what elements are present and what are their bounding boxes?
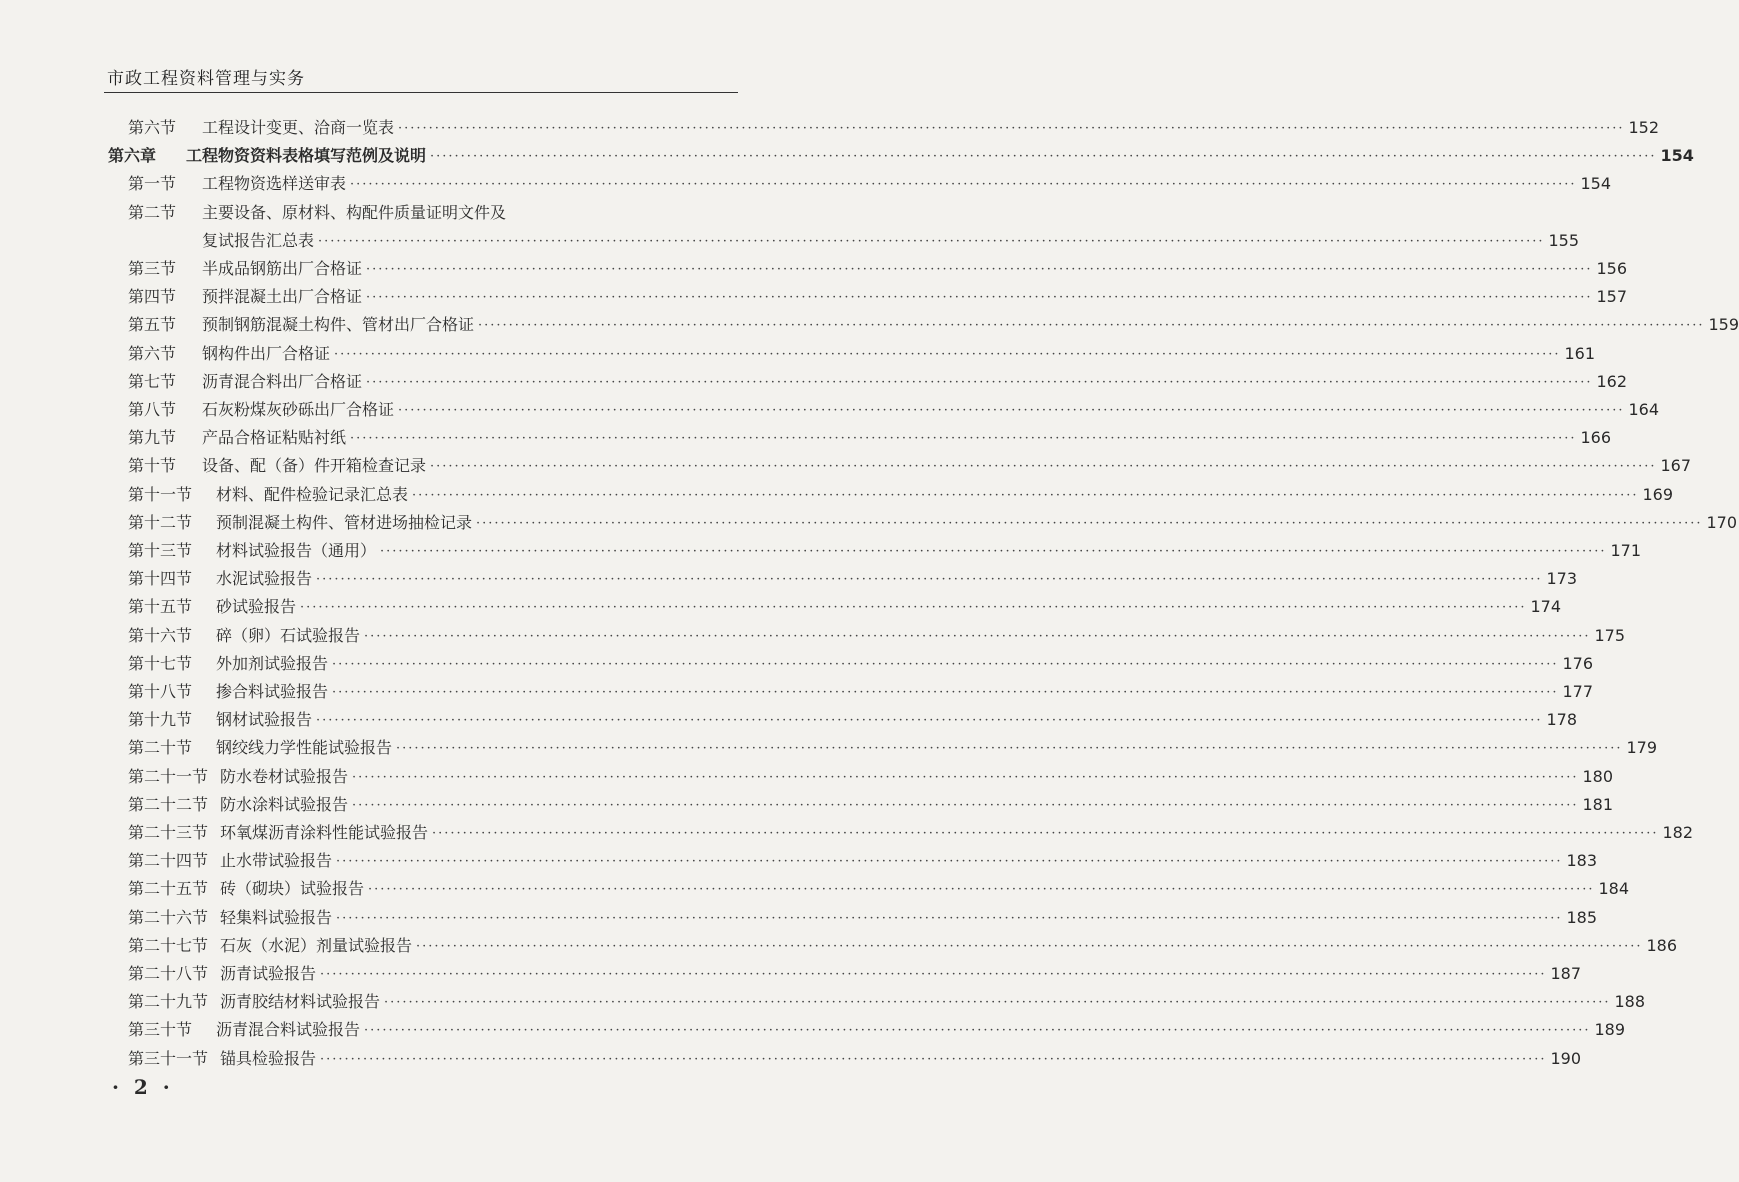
toc-page-number: 189 bbox=[1594, 1020, 1626, 1040]
toc-entry-title: 水泥试验报告 bbox=[216, 569, 313, 589]
toc-entry-label bbox=[128, 400, 394, 420]
toc-page-number: 182 bbox=[1662, 823, 1694, 842]
toc-entry bbox=[128, 309, 1739, 335]
toc-entry-title: 钢绞线力学性能试验报告 bbox=[216, 738, 393, 758]
toc-entry-title: 半成品钢筋出厂合格证 bbox=[202, 259, 363, 278]
toc-page-number: 154 bbox=[1580, 174, 1612, 194]
toc-page-number: 184 bbox=[1598, 879, 1630, 899]
toc-entry bbox=[128, 958, 1582, 984]
toc-entry-label bbox=[128, 851, 332, 871]
toc-entry bbox=[128, 1043, 1582, 1069]
toc-leader-dots: ········································································································································································································ bbox=[432, 826, 1659, 841]
toc-section-number: 第二十一节 bbox=[128, 766, 209, 786]
toc-section-number: 第十八节 bbox=[128, 682, 193, 701]
toc-entry bbox=[128, 761, 1614, 787]
toc-entry-title: 钢材试验报告 bbox=[216, 710, 313, 730]
toc-entry-label bbox=[128, 795, 348, 815]
toc-entry-title: 石灰（水泥）剂量试验报告 bbox=[220, 935, 413, 955]
toc-page-number: 161 bbox=[1564, 343, 1596, 363]
toc-entry bbox=[128, 930, 1678, 956]
toc-entry bbox=[128, 789, 1614, 815]
toc-entry-title: 预拌混凝土出厂合格证 bbox=[202, 287, 363, 307]
toc-leader-dots: ········································································································································································································ bbox=[350, 177, 1577, 193]
toc-entry bbox=[108, 140, 1694, 166]
toc-entry-label bbox=[128, 992, 380, 1012]
toc-section-number: 第二十二节 bbox=[128, 794, 209, 814]
toc-entry bbox=[128, 845, 1598, 871]
toc-page-number: 178 bbox=[1546, 710, 1578, 730]
toc-entry-label bbox=[128, 597, 296, 617]
toc-section-number: 第十四节 bbox=[128, 569, 193, 589]
toc-entry bbox=[128, 168, 1612, 194]
toc-leader-dots: ········································································································································································································ bbox=[478, 318, 1705, 334]
toc-entry bbox=[128, 366, 1628, 392]
toc-leader-dots: ········································································································································································································ bbox=[352, 769, 1579, 785]
toc-entry bbox=[128, 450, 1692, 476]
header-rule bbox=[104, 92, 738, 93]
toc-entry-label bbox=[128, 767, 348, 787]
toc-entry bbox=[128, 535, 1642, 561]
toc-entry bbox=[128, 873, 1630, 899]
toc-page-number: 177 bbox=[1562, 682, 1594, 701]
toc-section-number: 第二十七节 bbox=[128, 935, 209, 955]
toc-entry bbox=[128, 394, 1660, 420]
toc-entry-title: 主要设备、原材料、构配件质量证明文件及 bbox=[202, 202, 507, 222]
toc-entry bbox=[128, 507, 1738, 533]
toc-entry-label bbox=[128, 513, 472, 533]
toc-entry-label bbox=[128, 203, 506, 223]
toc-leader-dots: ········································································································································································································ bbox=[368, 882, 1595, 898]
toc-leader-dots: ········································································································································································································ bbox=[416, 938, 1643, 954]
toc-section-number: 第九节 bbox=[128, 428, 177, 448]
toc-entry-title: 材料试验报告（通用） bbox=[216, 541, 377, 560]
toc-entry-label bbox=[128, 964, 316, 984]
toc-entry-title: 防水涂料试验报告 bbox=[220, 794, 349, 814]
toc-page-number: 187 bbox=[1550, 964, 1582, 983]
toc-entry bbox=[128, 422, 1612, 448]
toc-page-number: 156 bbox=[1596, 259, 1628, 278]
toc-entry bbox=[128, 620, 1626, 646]
toc-entry-title: 沥青试验报告 bbox=[220, 964, 317, 983]
toc-page-number: 190 bbox=[1550, 1048, 1582, 1068]
toc-entry-title: 沥青混合料试验报告 bbox=[216, 1020, 361, 1040]
toc-page-number: 185 bbox=[1566, 907, 1598, 927]
toc-entry-label bbox=[128, 936, 412, 956]
toc-page-number: 154 bbox=[1660, 146, 1694, 166]
toc-entry-label bbox=[128, 654, 328, 674]
toc-entry bbox=[128, 338, 1596, 364]
toc-section-number: 第二十六节 bbox=[128, 907, 209, 927]
toc-entry bbox=[128, 112, 1660, 138]
toc-page-number: 159 bbox=[1708, 315, 1739, 335]
toc-entry bbox=[128, 732, 1658, 758]
toc-entry-label bbox=[128, 287, 362, 307]
toc-leader-dots: ········································································································································································································ bbox=[384, 995, 1611, 1011]
toc-entry-label bbox=[128, 1049, 316, 1069]
toc-leader-dots: ········································································································································································································ bbox=[380, 544, 1607, 559]
toc-page-number: 155 bbox=[1548, 230, 1580, 250]
toc-entry-label bbox=[128, 879, 364, 899]
toc-entry bbox=[128, 1014, 1626, 1040]
toc-leader-dots: ········································································································································································································ bbox=[336, 854, 1563, 870]
toc-entry-label bbox=[128, 738, 392, 758]
toc-entry-title: 工程物资选样送审表 bbox=[202, 174, 347, 194]
toc-entry-label bbox=[128, 823, 428, 843]
toc-leader-dots: ········································································································································································································ bbox=[316, 572, 1543, 588]
toc-leader-dots: ········································································································································································································ bbox=[430, 149, 1657, 165]
toc-section-number: 第十七节 bbox=[128, 653, 193, 673]
toc-entry-label bbox=[128, 485, 408, 505]
toc-section-number: 第五节 bbox=[128, 315, 177, 335]
toc-entry bbox=[128, 225, 1580, 251]
toc-leader-dots: ········································································································································································································ bbox=[332, 656, 1559, 672]
toc-entry-title: 外加剂试验报告 bbox=[216, 653, 329, 673]
toc-entry-title: 砂试验报告 bbox=[216, 597, 297, 617]
toc-section-number: 第十九节 bbox=[128, 710, 193, 730]
toc-entry-title: 复试报告汇总表 bbox=[202, 230, 315, 250]
toc-page-number: 157 bbox=[1596, 287, 1628, 307]
toc-leader-dots: ········································································································································································································ bbox=[396, 741, 1623, 757]
toc-page-number: 179 bbox=[1626, 738, 1658, 758]
toc-leader-dots: ········································································································································································································ bbox=[364, 1023, 1591, 1039]
toc-entry bbox=[128, 479, 1674, 505]
toc-entry-label bbox=[128, 231, 314, 251]
toc-section-number: 第二节 bbox=[128, 202, 177, 222]
toc-entry-title: 钢构件出厂合格证 bbox=[202, 343, 331, 363]
toc-leader-dots: ········································································································································································································ bbox=[320, 967, 1547, 982]
toc-leader-dots: ········································································································································································································ bbox=[300, 600, 1527, 616]
toc-leader-dots: ········································································································································································································ bbox=[476, 515, 1703, 531]
toc-section-number: 第八节 bbox=[128, 400, 177, 419]
toc-page-number: 166 bbox=[1580, 428, 1612, 448]
toc-leader-dots: ········································································································································································································ bbox=[366, 262, 1593, 277]
toc-entry-title: 设备、配（备）件开箱检查记录 bbox=[202, 456, 427, 476]
toc-page-number: 174 bbox=[1530, 597, 1562, 617]
toc-entry-title: 环氧煤沥青涂料性能试验报告 bbox=[220, 823, 429, 842]
toc-section-number: 第六节 bbox=[128, 118, 177, 137]
toc-entry-title: 掺合料试验报告 bbox=[216, 682, 329, 701]
toc-entry-title: 材料、配件检验记录汇总表 bbox=[216, 484, 409, 504]
toc-entry bbox=[128, 902, 1598, 928]
toc-section-number: 第二十五节 bbox=[128, 879, 209, 899]
toc-page-number: 170 bbox=[1706, 512, 1738, 532]
toc-leader-dots: ········································································································································································································ bbox=[366, 374, 1593, 390]
toc-page-number: 162 bbox=[1596, 371, 1628, 391]
toc-page-number: 171 bbox=[1610, 541, 1642, 560]
toc-entry-label bbox=[128, 682, 328, 702]
toc-leader-dots: ········································································································································································································ bbox=[332, 685, 1559, 700]
toc-entry-label bbox=[128, 174, 346, 194]
toc-leader-dots: ········································································································································································································ bbox=[364, 628, 1591, 644]
toc-page-number: 169 bbox=[1642, 484, 1674, 504]
running-header-title: 市政工程资料管理与实务 bbox=[107, 69, 305, 89]
toc-entry-title: 工程设计变更、洽商一览表 bbox=[202, 118, 395, 137]
toc-entry-label bbox=[108, 146, 426, 166]
toc-section-number: 第十六节 bbox=[128, 625, 193, 645]
toc-leader-dots: ········································································································································································································ bbox=[320, 1051, 1547, 1067]
toc-page-number: 164 bbox=[1628, 400, 1660, 419]
toc-entry-title: 防水卷材试验报告 bbox=[220, 766, 349, 786]
toc-entry-label bbox=[128, 315, 474, 335]
toc-section-number: 第十三节 bbox=[128, 541, 193, 560]
toc-entry-label bbox=[128, 908, 332, 928]
toc-entry bbox=[128, 281, 1628, 307]
toc-entry-label bbox=[128, 710, 312, 730]
toc-entry-label bbox=[128, 1020, 360, 1040]
toc-entry bbox=[128, 817, 1694, 843]
toc-page-number: 175 bbox=[1594, 625, 1626, 645]
toc-leader-dots: ········································································································································································································ bbox=[350, 431, 1577, 447]
toc-entry-label bbox=[128, 541, 376, 561]
toc-entry bbox=[128, 986, 1646, 1012]
toc-page-number: 183 bbox=[1566, 851, 1598, 871]
toc-section-number: 第二十节 bbox=[128, 738, 193, 758]
toc-section-number: 第十节 bbox=[128, 456, 177, 476]
toc-entry-label bbox=[128, 118, 394, 138]
toc-entry-label bbox=[128, 428, 346, 448]
toc-leader-dots: ········································································································································································································ bbox=[398, 121, 1625, 136]
toc-page-number: 152 bbox=[1628, 118, 1660, 137]
toc-leader-dots: ········································································································································································································ bbox=[334, 346, 1561, 362]
toc-entry-label bbox=[128, 344, 330, 364]
toc-entry-label bbox=[128, 372, 362, 392]
toc-entry-title: 轻集料试验报告 bbox=[220, 907, 333, 927]
toc-entry bbox=[128, 197, 738, 223]
toc-entry-label bbox=[128, 259, 362, 279]
toc-page-number: 167 bbox=[1660, 456, 1692, 476]
toc-section-number: 第七节 bbox=[128, 371, 177, 391]
toc-entry bbox=[128, 563, 1578, 589]
toc-entry-title: 砖（砌块）试验报告 bbox=[220, 879, 365, 899]
toc-entry-title: 止水带试验报告 bbox=[220, 851, 333, 871]
toc-page-number: 188 bbox=[1614, 992, 1646, 1012]
page-number: · 2 · bbox=[112, 1075, 174, 1099]
toc-section-number: 第二十三节 bbox=[128, 823, 209, 842]
toc-entry bbox=[128, 676, 1594, 702]
toc-section-number: 第一节 bbox=[128, 174, 177, 194]
toc-section-number: 第二十八节 bbox=[128, 964, 209, 983]
toc-section-number: 第二十九节 bbox=[128, 992, 209, 1012]
toc-section-number: 第三十一节 bbox=[128, 1048, 209, 1068]
toc-page-number: 181 bbox=[1582, 794, 1614, 814]
toc-entry bbox=[128, 704, 1578, 730]
toc-leader-dots: ········································································································································································································ bbox=[430, 459, 1657, 475]
toc-leader-dots: ········································································································································································································ bbox=[318, 233, 1545, 249]
toc-entry-title: 锚具检验报告 bbox=[220, 1048, 317, 1068]
toc-section-number: 第十五节 bbox=[128, 597, 193, 617]
toc-entry-title: 碎（卵）石试验报告 bbox=[216, 625, 361, 645]
toc-leader-dots: ········································································································································································································ bbox=[336, 910, 1563, 926]
toc-entry bbox=[128, 253, 1628, 279]
toc-entry-title: 沥青混合料出厂合格证 bbox=[202, 371, 363, 391]
toc-leader-dots: ········································································································································································································ bbox=[316, 713, 1543, 729]
toc-entry-title: 产品合格证粘贴衬纸 bbox=[202, 428, 347, 448]
toc-page-number: 186 bbox=[1646, 935, 1678, 955]
toc-entry-label bbox=[128, 626, 360, 646]
toc-entry-title: 石灰粉煤灰砂砾出厂合格证 bbox=[202, 400, 395, 419]
toc-section-number: 第三十节 bbox=[128, 1020, 193, 1040]
toc-leader-dots: ········································································································································································································ bbox=[398, 403, 1625, 418]
toc-page-number: 180 bbox=[1582, 766, 1614, 786]
toc-section-number: 第三节 bbox=[128, 259, 177, 278]
toc-section-number: 第二十四节 bbox=[128, 851, 209, 871]
toc-entry-title: 工程物资资料表格填写范例及说明 bbox=[186, 146, 427, 166]
toc-page-number: 173 bbox=[1546, 569, 1578, 589]
toc-entry-label bbox=[128, 569, 312, 589]
toc-page-number: 176 bbox=[1562, 653, 1594, 673]
toc-leader-dots: ········································································································································································································ bbox=[352, 797, 1579, 813]
toc-section-number: 第四节 bbox=[128, 287, 177, 307]
toc-entry-label bbox=[128, 456, 426, 476]
toc-section-number: 第六节 bbox=[128, 343, 177, 363]
toc-entry bbox=[128, 648, 1594, 674]
toc-section-number: 第十一节 bbox=[128, 484, 193, 504]
toc-leader-dots: ········································································································································································································ bbox=[366, 290, 1593, 306]
toc-entry-title: 沥青胶结材料试验报告 bbox=[220, 992, 381, 1012]
toc-section-number: 第六章 bbox=[108, 146, 157, 166]
toc-entry-title: 预制钢筋混凝土构件、管材出厂合格证 bbox=[202, 315, 475, 335]
toc-entry bbox=[128, 591, 1562, 617]
toc-section-number: 第十二节 bbox=[128, 512, 193, 532]
toc-entry-title: 预制混凝土构件、管材进场抽检记录 bbox=[216, 512, 473, 532]
toc-leader-dots: ········································································································································································································ bbox=[412, 487, 1639, 503]
